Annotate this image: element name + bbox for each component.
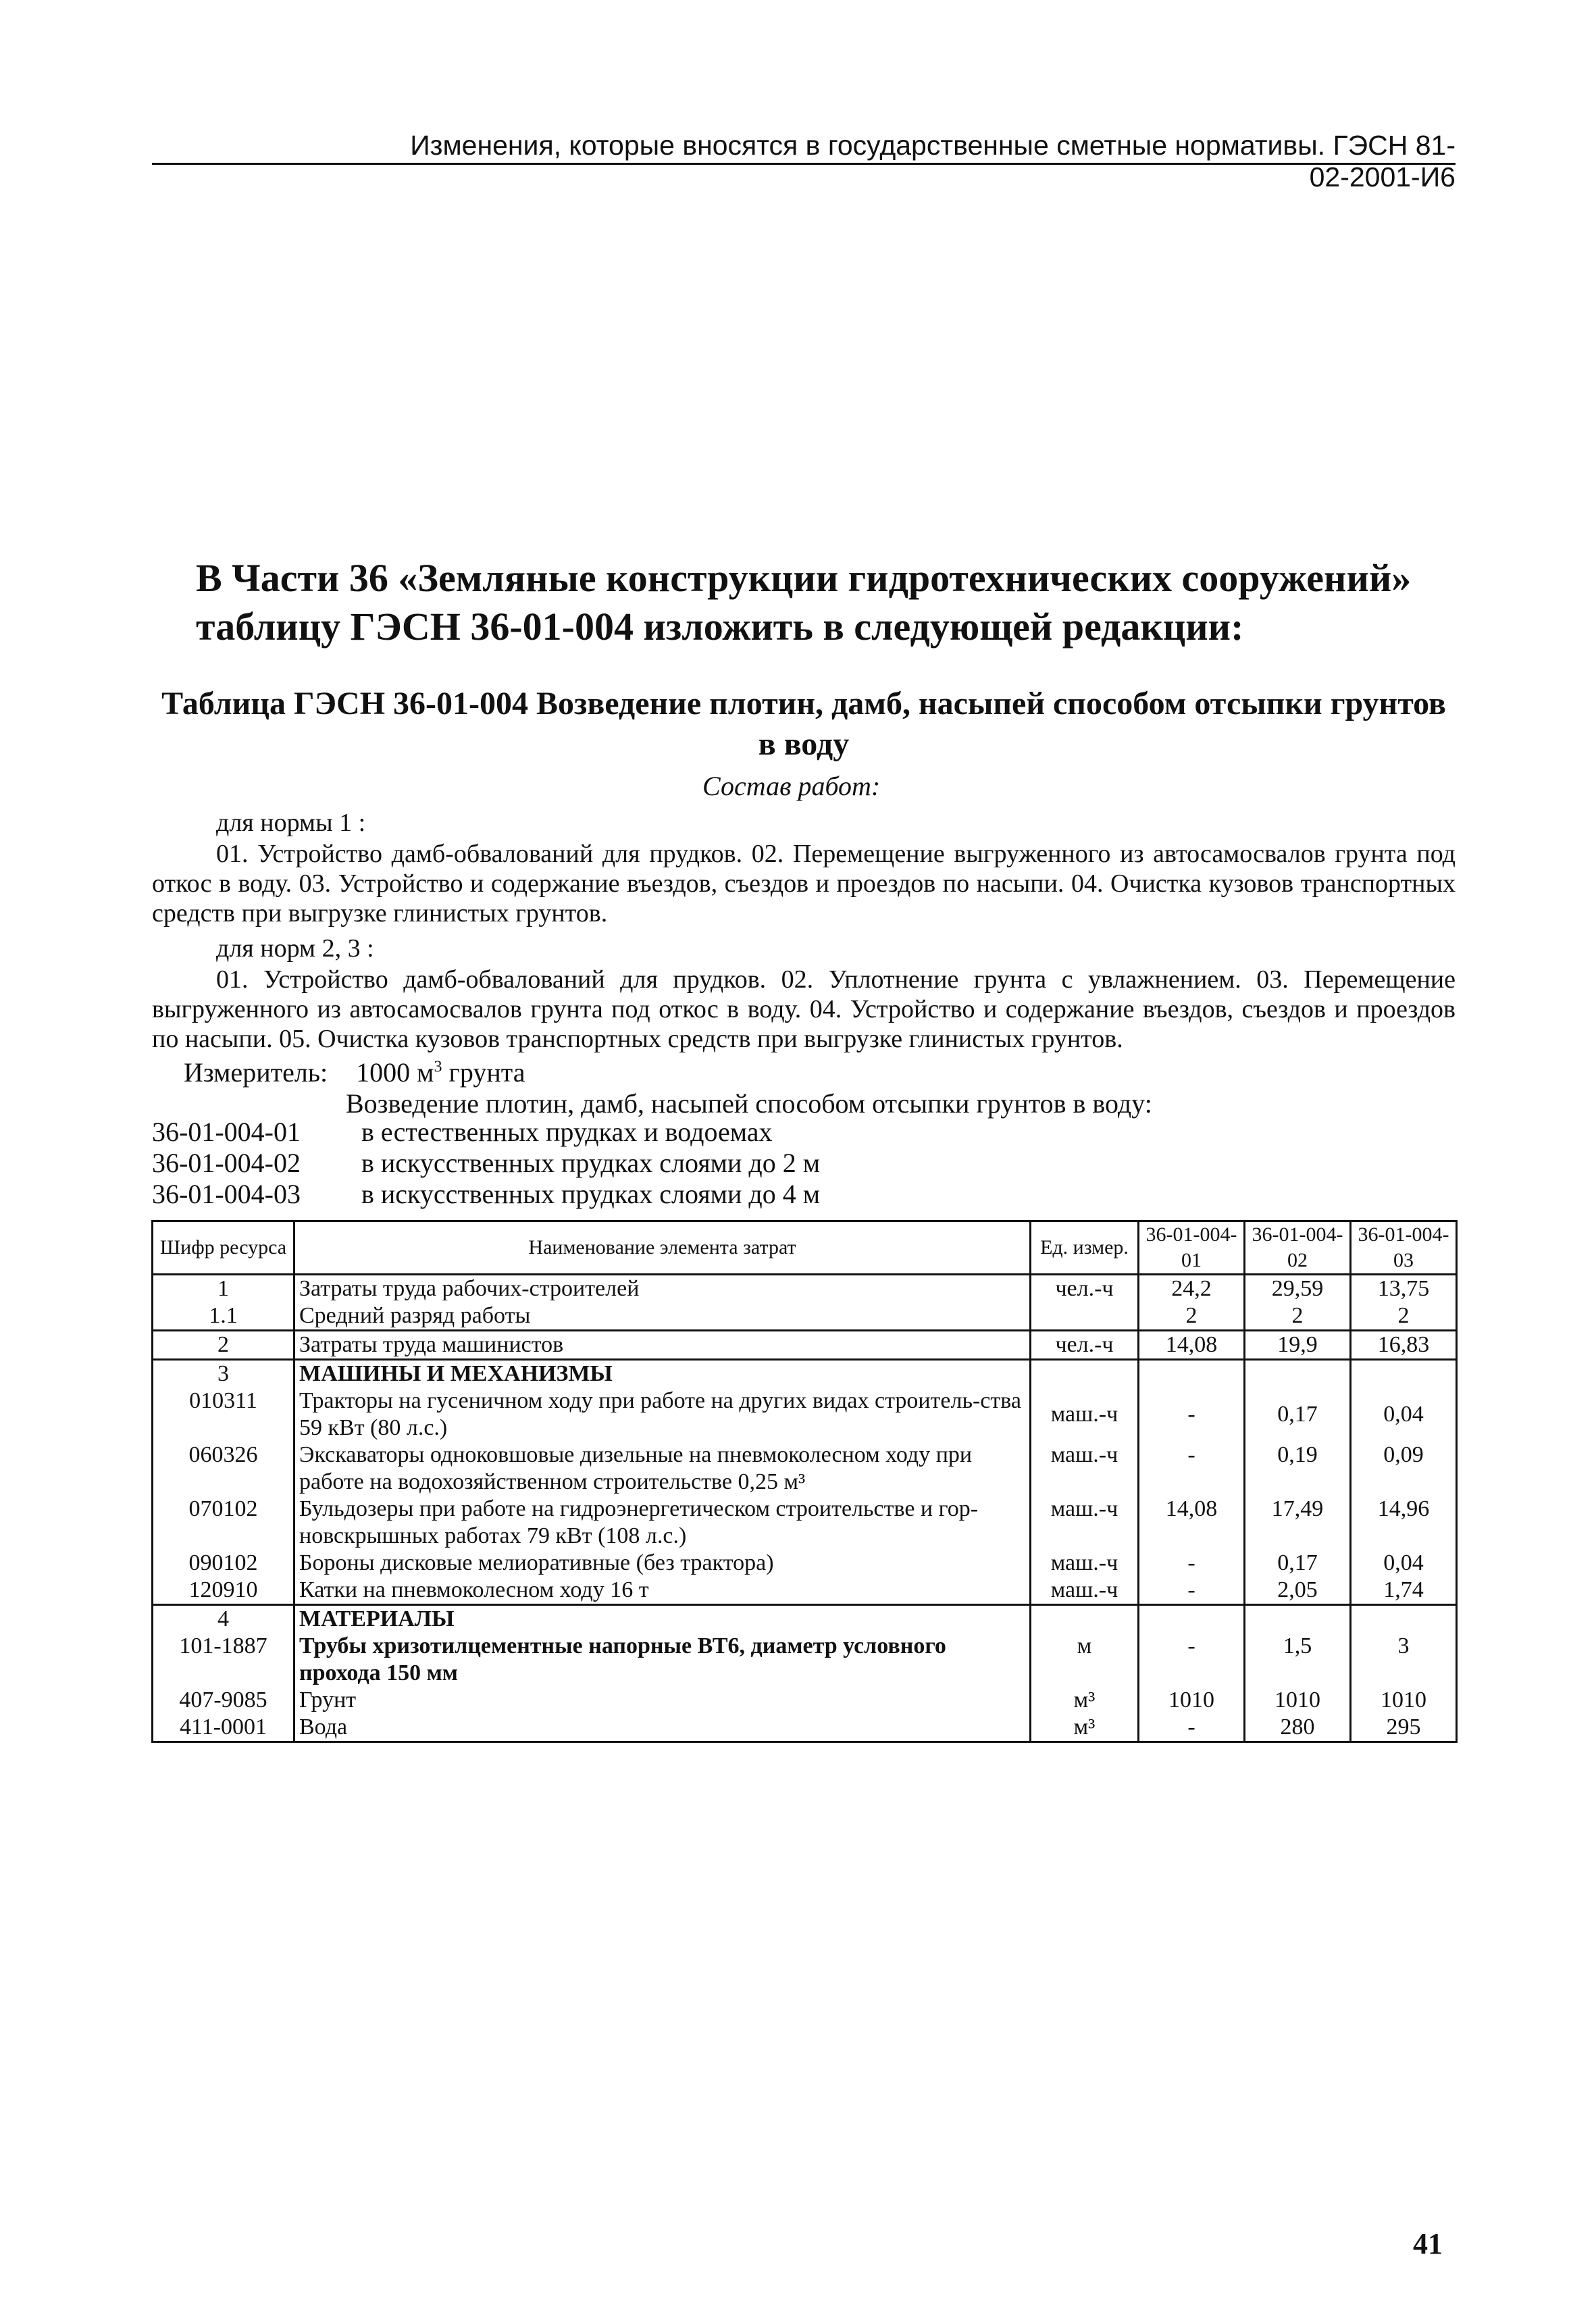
norm1-text: 01. Устройство дамб-обвалований для прудков. 02. Перемещение выгруженного из автосамосвалов грунта под откос в воду. 03. Устройство и содержание въездов, съездов и проездов по насыпи. 04. Очистка кузовов транспортных средств при выгрузке глинистых грунтов. [152, 840, 1456, 927]
cell-unit: чел.-ч [1031, 1331, 1139, 1360]
cell-v2 [1245, 1360, 1351, 1388]
table-row [153, 1388, 1457, 1442]
table-row [153, 1633, 1457, 1687]
table-row [153, 1360, 1457, 1388]
meter-value: 1000 м [356, 1057, 434, 1088]
th-n2: 36-01-004-02 [1245, 1221, 1351, 1275]
table-row [153, 1496, 1457, 1550]
table-row [153, 1550, 1457, 1577]
cell-code: 090102 [153, 1550, 294, 1577]
header-rule [152, 163, 1456, 165]
cell-code: 1.1 [153, 1302, 294, 1331]
cell-unit: м³ [1031, 1687, 1139, 1714]
cell-v2: 1,5 [1245, 1633, 1351, 1687]
scope-title: Возведение плотин, дамб, насыпей способом отсыпки грунтов в воду: [346, 1088, 1152, 1119]
norm-code: 36-01-004-03 [152, 1179, 301, 1209]
page-number: 41 [1413, 2227, 1443, 2260]
cell-name: МАШИНЫ И МЕХАНИЗМЫ [294, 1360, 1031, 1388]
cell-unit: чел.-ч [1031, 1275, 1139, 1303]
cell-v1: 14,08 [1139, 1331, 1245, 1360]
cell-name: Катки на пневмоколесном ходу 16 т [294, 1577, 1031, 1605]
cell-v1: - [1139, 1577, 1245, 1605]
cell-v2: 17,49 [1245, 1496, 1351, 1550]
cell-v3: 2 [1351, 1302, 1457, 1331]
cell-v1: - [1139, 1633, 1245, 1687]
cell-unit [1031, 1302, 1139, 1331]
cell-name: Вода [294, 1714, 1031, 1742]
meter-sup: 3 [434, 1058, 442, 1076]
cell-v2 [1245, 1605, 1351, 1633]
norm23-label: для норм 2, 3 : [216, 934, 374, 963]
norm-row-3 [152, 1178, 820, 1210]
cell-unit [1031, 1605, 1139, 1633]
cell-v1: 2 [1139, 1302, 1245, 1331]
th-n3: 36-01-004-03 [1351, 1221, 1457, 1275]
cell-v3: 1010 [1351, 1687, 1457, 1714]
norm-code: 36-01-004-02 [152, 1148, 301, 1178]
cell-code: 101-1887 [153, 1633, 294, 1687]
cell-v2: 0,17 [1245, 1550, 1351, 1577]
cell-v1: 1010 [1139, 1687, 1245, 1714]
cell-v3: 1,74 [1351, 1577, 1457, 1605]
cell-unit: м [1031, 1633, 1139, 1687]
cell-code: 2 [153, 1331, 294, 1360]
composition-label: Состав работ: [702, 771, 881, 801]
norm-row-1 [152, 1116, 773, 1148]
cell-unit: маш.-ч [1031, 1550, 1139, 1577]
cell-name: Бульдозеры при работе на гидроэнергетическом строительстве и гор-новскрышных работах 79 кВт (108 л.с.) [294, 1496, 1031, 1550]
th-code: Шифр ресурса [153, 1221, 294, 1275]
cell-v2: 2,05 [1245, 1577, 1351, 1605]
norm-row-2 [152, 1147, 820, 1179]
cell-unit: маш.-ч [1031, 1442, 1139, 1496]
cell-v1: - [1139, 1442, 1245, 1496]
cell-v3: 0,04 [1351, 1388, 1457, 1442]
cell-v2: 280 [1245, 1714, 1351, 1742]
meter-unit: грунта [442, 1057, 525, 1088]
norm1-label: для нормы 1 : [216, 809, 366, 837]
th-name: Наименование элемента затрат [294, 1221, 1031, 1275]
cell-code: 1 [153, 1275, 294, 1303]
cell-v3: 0,09 [1351, 1442, 1457, 1496]
table-title [152, 684, 1456, 765]
cell-name: Тракторы на гусеничном ходу при работе на других видах строитель-ства 59 кВт (80 л.с.) [294, 1388, 1031, 1442]
cell-v2: 0,19 [1245, 1442, 1351, 1496]
cell-name: Затраты труда машинистов [294, 1331, 1031, 1360]
cell-v1: - [1139, 1550, 1245, 1577]
table-row [153, 1275, 1457, 1303]
cell-v1 [1139, 1605, 1245, 1633]
cell-v1: 14,08 [1139, 1496, 1245, 1550]
cell-name: Грунт [294, 1687, 1031, 1714]
cell-v3: 3 [1351, 1633, 1457, 1687]
cell-code: 411-0001 [153, 1714, 294, 1742]
cell-code: 3 [153, 1360, 294, 1388]
cell-code: 060326 [153, 1442, 294, 1496]
th-n1: 36-01-004-01 [1139, 1221, 1245, 1275]
cell-unit: маш.-ч [1031, 1496, 1139, 1550]
cell-v1: - [1139, 1388, 1245, 1442]
cell-v3: 16,83 [1351, 1331, 1457, 1360]
table-row [153, 1442, 1457, 1496]
resource-table [151, 1220, 1458, 1743]
cell-code: 010311 [153, 1388, 294, 1442]
running-header: Изменения, которые вносятся в государственные сметные нормативы. ГЭСН 81-02-2001-И6 [410, 130, 1456, 193]
cell-v2: 1010 [1245, 1687, 1351, 1714]
cell-code: 070102 [153, 1496, 294, 1550]
cell-unit: маш.-ч [1031, 1577, 1139, 1605]
cell-v3: 295 [1351, 1714, 1457, 1742]
table-row [153, 1714, 1457, 1742]
table-row [153, 1687, 1457, 1714]
norm-desc: в искусственных прудках слоями до 4 м [361, 1179, 821, 1209]
th-unit: Ед. измер. [1031, 1221, 1139, 1275]
cell-name: Трубы хризотилцементные напорные ВТ6, диаметр условного прохода 150 мм [294, 1633, 1031, 1687]
table-row [153, 1331, 1457, 1360]
cell-name: Затраты труда рабочих-строителей [294, 1275, 1031, 1303]
cell-v2: 0,17 [1245, 1388, 1351, 1442]
norm-desc: в искусственных прудках слоями до 2 м [361, 1148, 821, 1178]
cell-name: МАТЕРИАЛЫ [294, 1605, 1031, 1633]
table-row [153, 1577, 1457, 1605]
norm-desc: в естественных прудках и водоемах [361, 1117, 773, 1147]
cell-unit: маш.-ч [1031, 1388, 1139, 1442]
cell-name: Средний разряд работы [294, 1302, 1031, 1331]
cell-v1 [1139, 1360, 1245, 1388]
cell-name: Бороны дисковые мелиоративные (без трактора) [294, 1550, 1031, 1577]
table-title-line1: Таблица ГЭСН 36-01-004 Возведение плотин, дамб, насыпей способом отсыпки грунтов [161, 686, 1446, 721]
meter-label: Измеритель: [184, 1057, 328, 1088]
cell-code: 4 [153, 1605, 294, 1633]
cell-code: 407-9085 [153, 1687, 294, 1714]
cell-v3 [1351, 1605, 1457, 1633]
cell-unit: м³ [1031, 1714, 1139, 1742]
norm-code: 36-01-004-01 [152, 1117, 301, 1147]
table-row [153, 1605, 1457, 1633]
cell-v3: 14,96 [1351, 1496, 1457, 1550]
table-title-line2: в воду [758, 726, 850, 762]
cell-v1: - [1139, 1714, 1245, 1742]
cell-v2: 29,59 [1245, 1275, 1351, 1303]
cell-v3 [1351, 1360, 1457, 1388]
cell-v3: 13,75 [1351, 1275, 1457, 1303]
table-row [153, 1302, 1457, 1331]
cell-v2: 19,9 [1245, 1331, 1351, 1360]
cell-v1: 24,2 [1139, 1275, 1245, 1303]
norm23-text: 01. Устройство дамб-обвалований для прудков. 02. Уплотнение грунта с увлажнением. 03. Перемещение выгруженного из автосамосвалов грунта под откос в воду. 04. Устройство и содержание въездов, съездов и проездов по насыпи. 05. Очистка кузовов транспортных средств при выгрузке глинистых грунтов. [152, 965, 1456, 1053]
meter-line [184, 1057, 525, 1088]
main-heading: В Части 36 «Земляные конструкции гидротехнических сооружений» таблицу ГЭСН 36-01-004 изложить в следующей редакции: [196, 556, 1412, 649]
cell-name: Экскаваторы одноковшовые дизельные на пневмоколесном ходу при работе на водохозяйственном строительстве 0,25 м³ [294, 1442, 1031, 1496]
cell-v2: 2 [1245, 1302, 1351, 1331]
cell-v3: 0,04 [1351, 1550, 1457, 1577]
cell-unit [1031, 1360, 1139, 1388]
cell-code: 120910 [153, 1577, 294, 1605]
